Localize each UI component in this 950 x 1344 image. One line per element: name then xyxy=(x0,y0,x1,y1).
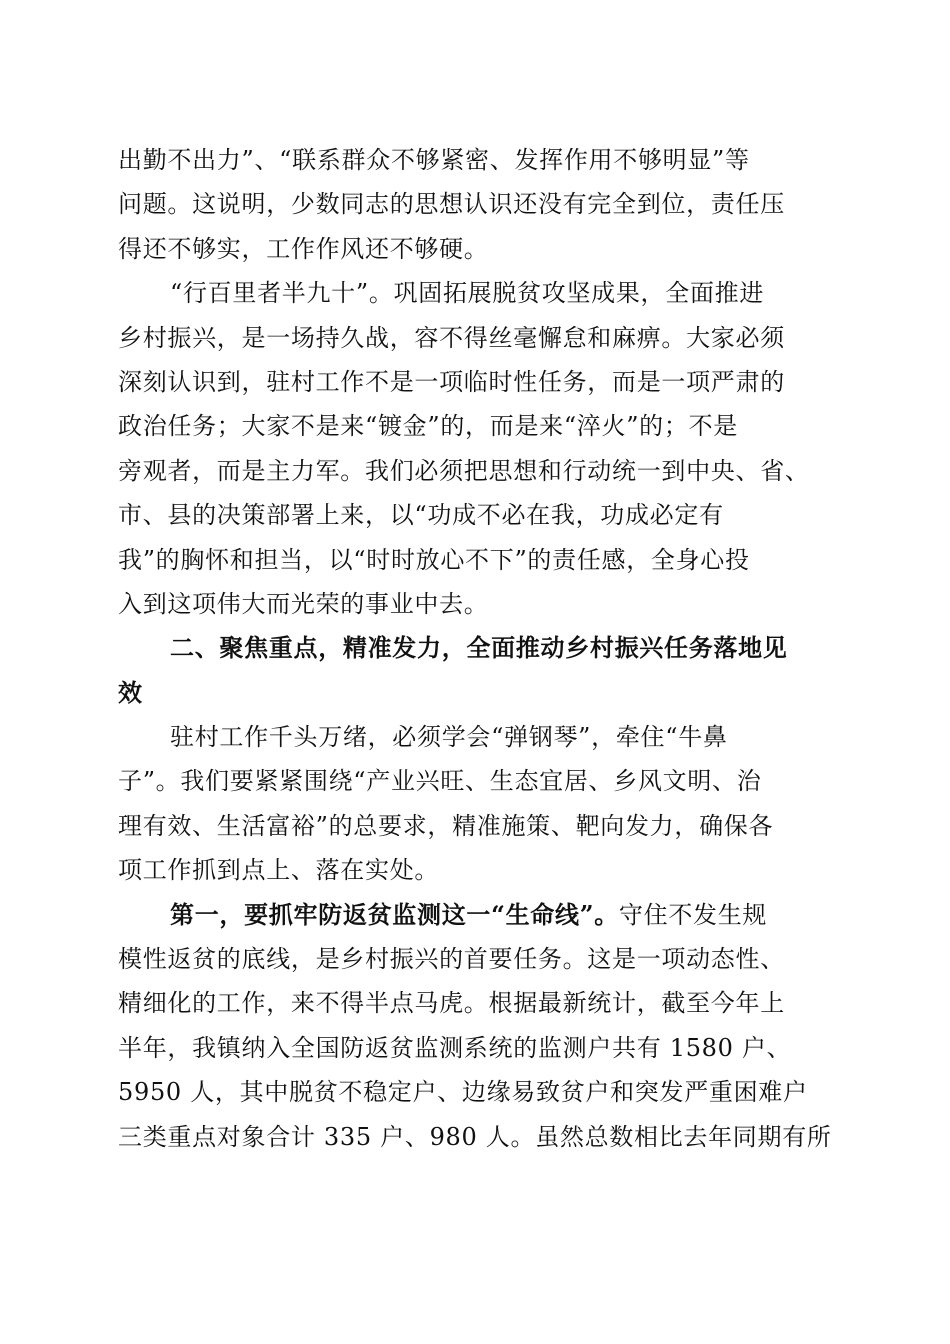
text-line: 乡村振兴，是一场持久战，容不得丝毫懈怠和麻痹。大家必须 xyxy=(118,323,785,352)
text-line: 半年，我镇纳入全国防返贫监测系统的监测户共有 1580 户、 xyxy=(118,1033,792,1062)
text-line: “行百里者半九十”。巩固拓展脱贫攻坚成果，全面推进 xyxy=(170,279,765,308)
text-line: 项工作抓到点上、落在实处。 xyxy=(118,856,440,885)
text-line: 深刻认识到，驻村工作不是一项临时性任务，而是一项严肃的 xyxy=(118,367,785,396)
text-line: 子”。我们要紧紧围绕“产业兴旺、生态宜居、乡风文明、治 xyxy=(118,767,762,796)
text-line: 驻村工作千头万绪，必须学会“弹钢琴”，牵住“牛鼻 xyxy=(170,723,728,752)
text-line: 市、县的决策部署上来，以“功成不必在我，功成必定有 xyxy=(118,501,724,530)
text-line: 5950 人，其中脱贫不稳定户、边缘易致贫户和突发严重困难户 xyxy=(118,1078,808,1107)
paragraph-3 xyxy=(118,715,830,893)
heading-line: 二、聚焦重点，精准发力，全面推动乡村振兴任务落地见 xyxy=(170,633,788,663)
section-heading xyxy=(118,626,830,715)
paragraph-4 xyxy=(118,893,830,1159)
text-line: 出勤不出力”、“联系群众不够紧密、发挥作用不够明显”等 xyxy=(118,146,750,174)
text-span: 守住不发生规 xyxy=(618,900,768,929)
text-line: 政治任务；大家不是来“镀金”的，而是来“淬火”的；不是 xyxy=(118,412,738,441)
text-line xyxy=(118,893,830,937)
text-line: 得还不够实，工作作风还不够硬。 xyxy=(118,234,489,263)
paragraph-1 xyxy=(118,138,830,271)
text-line: 理有效、生活富裕”的总要求，精准施策、靶向发力，确保各 xyxy=(118,811,774,840)
paragraph-2 xyxy=(118,271,830,626)
heading-line: 效 xyxy=(118,677,143,707)
text-line: 三类重点对象合计 335 户、980 人。虽然总数相比去年同期有所 xyxy=(118,1122,832,1151)
text-line: 入到这项伟大而光荣的事业中去。 xyxy=(118,589,489,618)
paragraph-lead: 第一，要抓牢防返贫监测这一“生命线”。 xyxy=(170,899,619,929)
document-body xyxy=(118,138,830,1159)
text-line: 我”的胸怀和担当，以“时时放心不下”的责任感，全身心投 xyxy=(118,545,750,574)
text-line: 旁观者，而是主力军。我们必须把思想和行动统一到中央、省、 xyxy=(118,456,810,485)
text-line: 精细化的工作，来不得半点马虎。根据最新统计，截至今年上 xyxy=(118,989,785,1018)
text-line: 模性返贫的底线，是乡村振兴的首要任务。这是一项动态性、 xyxy=(118,945,785,974)
text-line: 问题。这说明，少数同志的思想认识还没有完全到位，责任压 xyxy=(118,190,785,219)
